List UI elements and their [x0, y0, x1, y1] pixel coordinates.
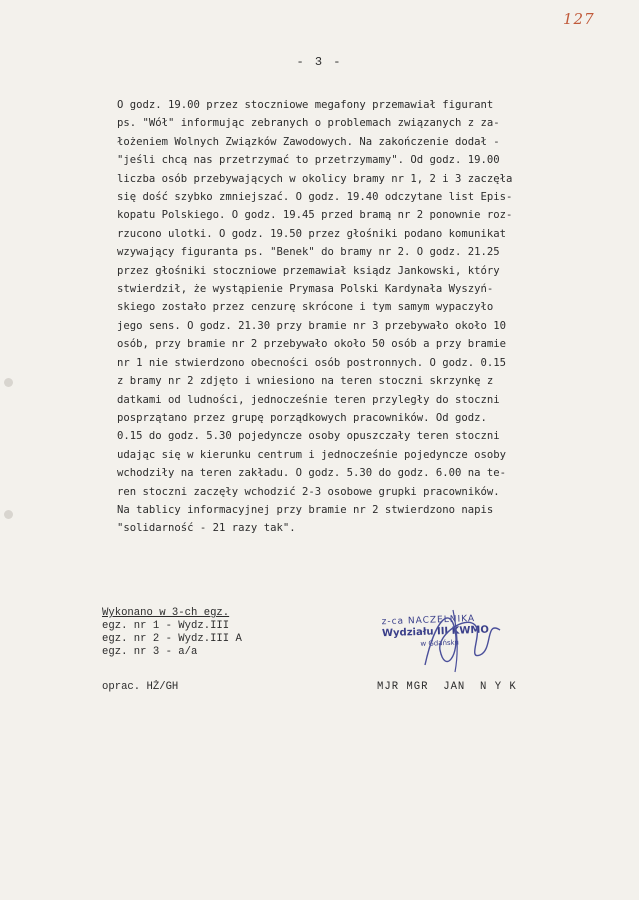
punch-hole — [4, 510, 13, 519]
body-line: się dość szybko zmniejszać. O godz. 19.40 odczytane list Epis- — [117, 191, 513, 204]
body-line: skiego zostało przez cenzurę skrócone i tym samym wypaczyło — [117, 301, 494, 314]
body-line: 0.15 do godz. 5.30 pojedyncze osoby opuszczały teren stoczni — [117, 430, 500, 443]
body-line: łożeniem Wolnych Związków Zawodowych. Na zakończenie dodał - — [117, 135, 500, 148]
punch-hole — [4, 378, 13, 387]
copy-item: egz. nr 2 - Wydz.III A — [102, 633, 242, 645]
page-number: - 3 - — [296, 55, 343, 69]
body-line: "solidarność - 21 razy tak". — [117, 522, 296, 535]
body-line: osób, przy bramie nr 2 przebywało około 50 osób a przy bramie — [117, 338, 507, 351]
copy-item: egz. nr 3 - a/a — [102, 646, 198, 658]
body-line: ren stoczni zaczęły wchodzić 2-3 osobowe grupki pracowników. — [117, 485, 500, 498]
archive-number: 127 — [563, 10, 595, 28]
body-line: datkami od ludności, jednocześnie teren przyległy do stoczni — [117, 393, 500, 406]
copies-block — [102, 607, 242, 659]
body-line: kopatu Polskiego. O godz. 19.45 przed bramą nr 2 ponownie roz- — [117, 209, 513, 222]
body-line: przez głośniki stoczniowe przemawiał ksiądz Jankowski, który — [117, 264, 500, 277]
body-line: wzywający figuranta ps. "Benek" do bramy nr 2. O godz. 21.25 — [117, 246, 500, 259]
stamp-line: z-ca NACZELNIKA — [381, 614, 476, 628]
copies-heading: Wykonano w 3-ch egz. — [102, 607, 230, 619]
body-line: ps. "Wół" informując zebranych o problemach związanych z za- — [117, 117, 500, 130]
handwritten-signature — [405, 600, 525, 680]
copy-item: egz. nr 1 - Wydz.III — [102, 620, 230, 632]
body-line: nr 1 nie stwierdzono obecności osób postronnych. O godz. 0.15 — [117, 356, 507, 369]
body-line: O godz. 19.00 przez stoczniowe megafony przemawiał figurant — [117, 99, 494, 111]
body-line: wchodziły na teren zakładu. O godz. 5.30 do godz. 6.00 na te- — [117, 467, 507, 480]
body-line: rzucono ulotki. O godz. 19.50 przez głośniki podano komunikat — [117, 227, 507, 240]
stamp-line: Wydziału III KWMO — [381, 624, 490, 640]
signatory-name: MJR MGR JAN N Y K — [377, 681, 517, 693]
body-text — [117, 96, 617, 538]
body-line: "jeśli chcą nas przetrzymać to przetrzymamy". Od godz. 19.00 — [117, 154, 500, 167]
body-line: Na tablicy informacyjnej przy bramie nr 2 stwierdzono napis — [117, 503, 494, 516]
prepared-by: oprac. HŻ/GH — [102, 681, 179, 693]
body-line: liczba osób przebywających w okolicy bramy nr 1, 2 i 3 zaczęła — [117, 172, 513, 185]
body-line: stwierdził, że wystąpienie Prymasa Polski Kardynała Wyszyń- — [117, 283, 494, 296]
body-line: udając się w kierunku centrum i jednocześnie pojedyncze osoby — [117, 448, 507, 461]
body-line: jego sens. O godz. 21.30 przy bramie nr 3 przebywało około 10 — [117, 319, 507, 332]
stamp-line: w Gdańsku — [420, 638, 460, 648]
body-line: z bramy nr 2 zdjęto i wniesiono na teren stoczni skrzynkę z — [117, 375, 494, 388]
body-line: posprzątano przez grupę porządkowych pracowników. Od godz. — [117, 411, 487, 424]
